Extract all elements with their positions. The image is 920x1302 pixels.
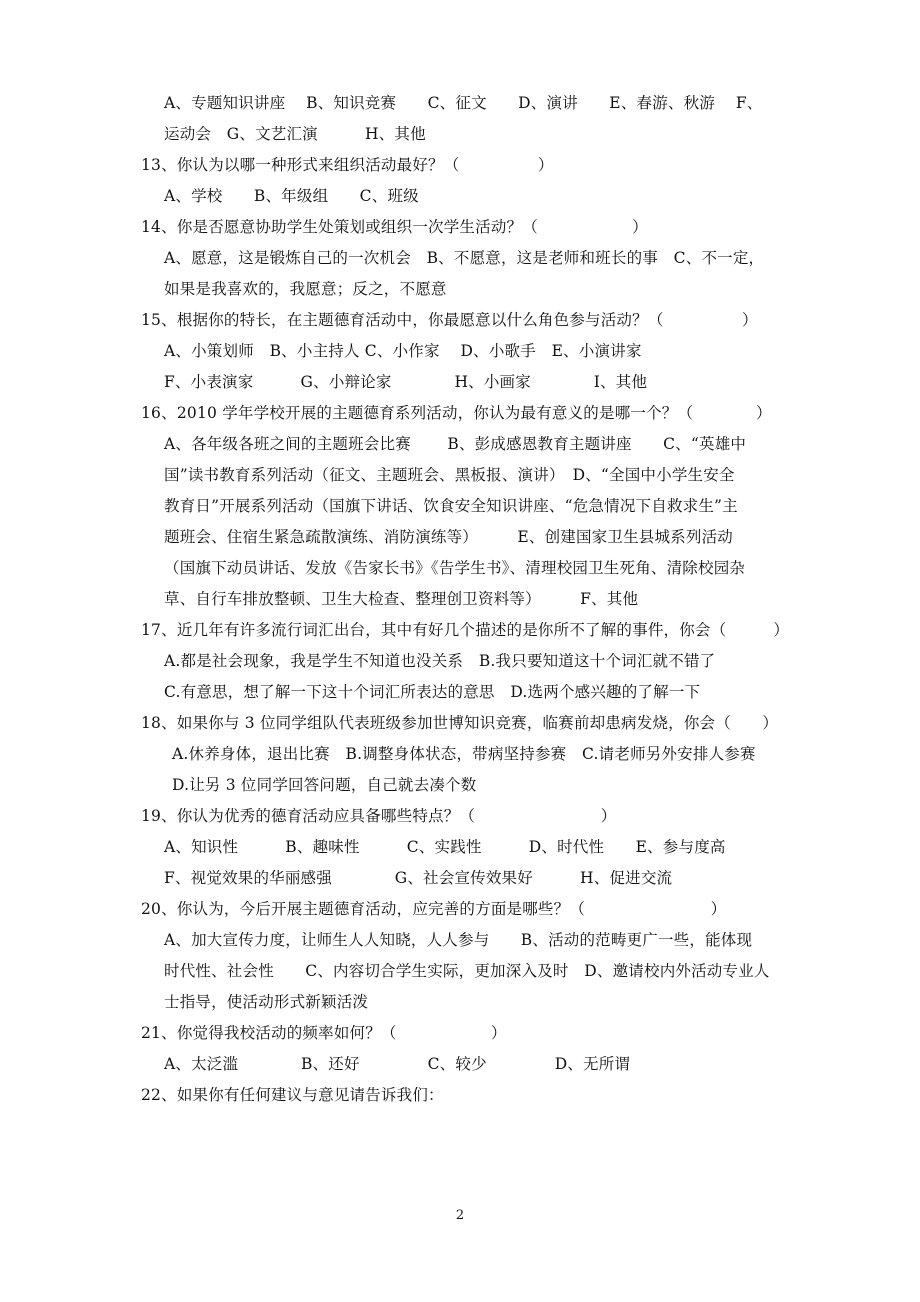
q16-options-line-5: （国旗下动员讲话、发放《告家长书》《告学生书》、清理校园卫生死角、清除校园杂: [164, 559, 746, 577]
q16-options-line-4: 题班会、住宿生紧急疏散演练、消防演练等） E、创建国家卫生县城系列活动: [164, 528, 733, 546]
q15-options-line-1: A、小策划师 B、小主持人 C、小作家 D、小歌手 E、小演讲家: [164, 342, 642, 360]
q20-options-line-2: 时代性、社会性 C、内容切合学生实际，更加深入及时 D、邀请校内外活动专业人: [164, 962, 770, 980]
q16-options-line-3: 教育日”开展系列活动（国旗下讲话、饮食安全知识讲座、“危急情况下自救求生”主: [164, 497, 738, 515]
q16-question: 16、2010 学年学校开展的主题德育系列活动，你认为最有意义的是哪一个？（ ）: [141, 404, 772, 422]
q14-options-line-1: A、愿意，这是锻炼自己的一次机会 B、不愿意，这是老师和班长的事 C、不一定，: [164, 249, 765, 267]
q14-options-line-2: 如果是我喜欢的，我愿意；反之，不愿意: [164, 280, 447, 298]
q17-options-line-1: A.都是社会现象，我是学生不知道也没关系 B.我只要知道这十个词汇就不错了: [164, 652, 716, 670]
q20-options-line-1: A、加大宣传力度，让师生人人知晓，人人参与 B、活动的范畴更广一些，能体现: [164, 931, 753, 949]
q20-question: 20、你认为，今后开展主题德育活动，应完善的方面是哪些？（ ）: [141, 900, 727, 918]
q12-options-line-2: 运动会 G、文艺汇演 H、其他: [164, 125, 426, 143]
q15-options-line-2: F、小表演家 G、小辩论家 H、小画家 I、其他: [164, 373, 648, 391]
q16-options-line-1: A、各年级各班之间的主题班会比赛 B、彭成感恩教育主题讲座 C、“英雄中: [164, 435, 747, 453]
q20-options-line-3: 士指导，使活动形式新颖活泼: [164, 993, 369, 1011]
q14-question: 14、你是否愿意协助学生处策划或组织一次学生活动？（ ）: [141, 218, 648, 236]
q17-question: 17、近几年有许多流行词汇出台，其中有好几个描述的是你所不了解的事件，你会（ ）: [141, 621, 790, 639]
q18-options-line-1: A.休养身体，退出比赛 B.调整身体状态，带病坚持参赛 C.请老师另外安排人参赛: [172, 745, 756, 763]
q18-options-line-2: D.让另 3 位同学回答问题，自己就去凑个数: [172, 776, 477, 794]
page-number: 2: [455, 1208, 465, 1223]
q13-options: A、学校 B、年级组 C、班级: [164, 187, 419, 205]
q15-question: 15、根据你的特长，在主题德育活动中，你最愿意以什么角色参与活动？（ ）: [141, 311, 758, 329]
q18-question: 18、如果你与 3 位同学组队代表班级参加世博知识竞赛，临赛前却患病发烧，你会（ ）: [141, 714, 779, 732]
q16-options-line-2: 国”读书教育系列活动（征文、主题班会、黑板报、演讲） D、“全国中小学生安全: [164, 466, 735, 484]
q21-options: A、太泛滥 B、还好 C、较少 D、无所谓: [164, 1055, 631, 1073]
q19-options-line-2: F、视觉效果的华丽感强 G、社会宣传效果好 H、促进交流: [164, 869, 673, 887]
q22-question: 22、如果你有任何建议与意见请告诉我们：: [141, 1086, 444, 1104]
q19-options-line-1: A、知识性 B、趣味性 C、实践性 D、时代性 E、参与度高: [164, 838, 726, 856]
q21-question: 21、你觉得我校活动的频率如何？（ ）: [141, 1024, 507, 1042]
q13-question: 13、你认为以哪一种形式来组织活动最好？（ ）: [141, 156, 554, 174]
q19-question: 19、你认为优秀的德育活动应具备哪些特点？（ ）: [141, 807, 617, 825]
q16-options-line-6: 草、自行车排放整顿、卫生大检查、整理创卫资料等） F、其他: [164, 590, 639, 608]
q17-options-line-2: C.有意思，想了解一下这十个词汇所表达的意思 D.选两个感兴趣的了解一下: [164, 683, 701, 701]
q12-options-line-1: A、专题知识讲座 B、知识竞赛 C、征文 D、演讲 E、春游、秋游 F、: [164, 94, 763, 112]
